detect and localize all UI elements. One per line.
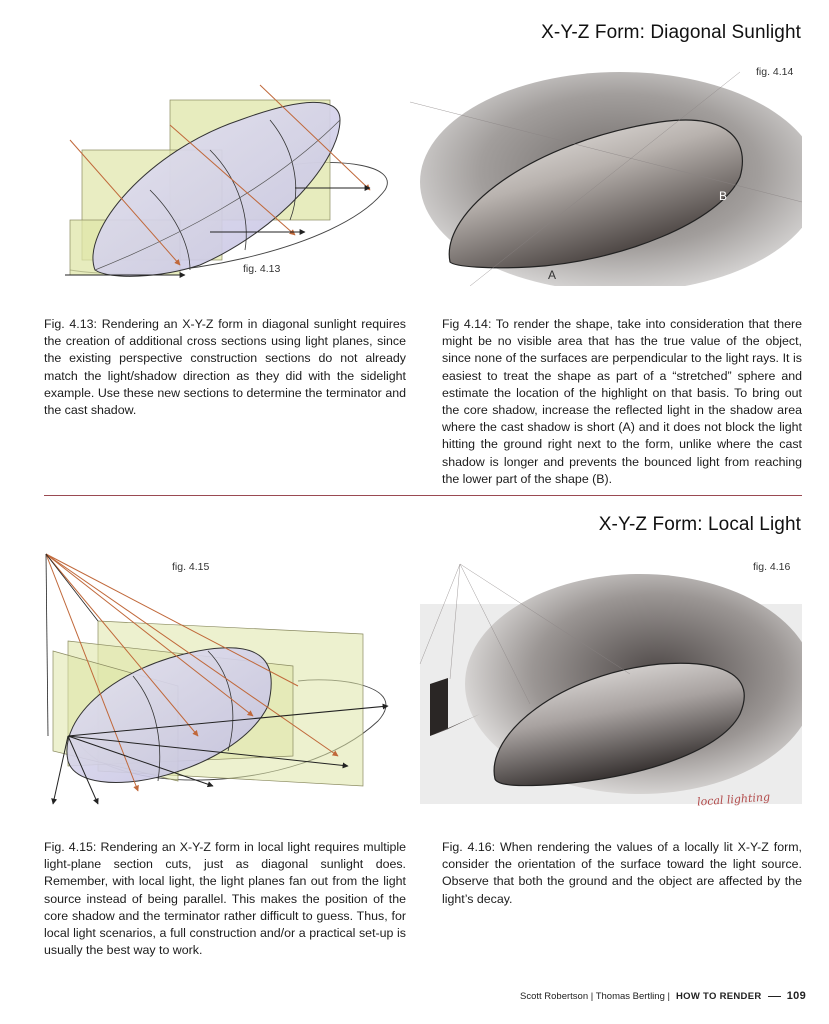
fig-4-14-label: fig. 4.14	[756, 66, 794, 78]
figure-4-16-render	[410, 554, 802, 814]
footer-book-title: HOW TO RENDER	[675, 990, 762, 1002]
fig-4-15-label: fig. 4.15	[172, 561, 210, 573]
figure-4-13-construction-drawing	[40, 80, 400, 290]
fig-4-15-caption: Fig. 4.15: Rendering an X-Y-Z form in local light requires multiple light-plane section cuts, just as diagonal sunlight does. Remember, with local light, the light planes fan out from the light source instead of being parallel. This makes the position of the core shadow and the terminator rather difficult to guess. Thus, for local light scenarios, a full construction and/or a practical set-up is usually the best way to work.	[44, 840, 406, 958]
page-number: 109	[786, 990, 806, 1002]
section-divider	[44, 495, 802, 496]
fig-4-13-caption: Fig. 4.13: Rendering an X-Y-Z form in diagonal sunlight requires the creation of additional cross sections using light planes, since the existing perspective construction sections do not already match the light/shadow direction as they did with the sidelight example. Use these new sections to determine the terminator and the cast shadow.	[44, 317, 406, 418]
footer-rule	[768, 996, 781, 997]
fig-4-14-point-a: A	[548, 268, 557, 282]
footer-authors: Scott Robertson | Thomas Bertling |	[520, 990, 670, 1002]
section-title-local-light: X-Y-Z Form: Local Light	[598, 514, 801, 535]
figure-4-14-render	[410, 62, 802, 286]
page-footer	[520, 990, 806, 1002]
fig-4-14-point-b: B	[719, 189, 728, 203]
fig-4-16-caption: Fig. 4.16: When rendering the values of a locally lit X-Y-Z form, consider the orientation of the surface toward the light source. Observe that both the ground and the object are affected by the light’s decay.	[442, 840, 802, 906]
fig-4-14-caption: Fig 4.14: To render the shape, take into consideration that there might be no visible area that has the true value of the object, since none of the surfaces are perpendicular to the light rays. It is easiest to treat the shape as part of a “stretched” sphere and estimate the location of the highlight on that basis. To bring out the core shadow, increase the reflected light in the shadow area where the cast shadow is short (A) and it does not block the light hitting the ground right next to the form, unlike where the cast shadow is longer and prevents the bounced light from reaching the lower part of the shape (B).	[442, 317, 802, 486]
fig-4-16-label: fig. 4.16	[753, 561, 791, 573]
figure-4-15-construction-drawing	[38, 546, 410, 810]
fig-4-13-label: fig. 4.13	[243, 263, 281, 275]
fig-4-16-handwritten-note: local lighting	[696, 790, 771, 809]
section-title-diagonal-sunlight: X-Y-Z Form: Diagonal Sunlight	[541, 22, 801, 43]
